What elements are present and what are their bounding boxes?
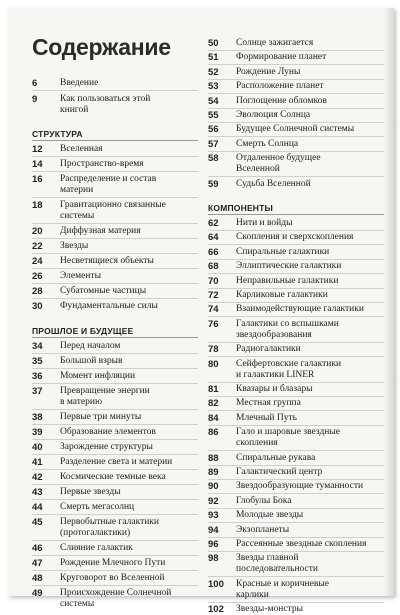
entry-divider xyxy=(32,555,198,556)
entry-divider xyxy=(208,551,384,552)
page-number: 41 xyxy=(32,457,43,468)
entry-title: Звезды главной последовательности xyxy=(236,553,318,575)
page-number: 59 xyxy=(208,178,219,190)
page-number: 6 xyxy=(32,78,38,89)
entry-title: Нити и войды xyxy=(236,218,293,228)
page-number: 62 xyxy=(208,218,219,229)
page-number: 52 xyxy=(208,66,219,78)
page-number: 57 xyxy=(208,138,219,150)
toc-entry xyxy=(208,453,384,464)
entry-title: Гравитационно связанные системы xyxy=(60,200,166,221)
toc-entry xyxy=(208,218,384,229)
page-number: 64 xyxy=(208,232,219,244)
entry-title: Элементы xyxy=(60,271,101,281)
toc-entry xyxy=(208,124,384,135)
toc-entry xyxy=(32,386,198,408)
page-number: 58 xyxy=(208,153,219,165)
entry-title: Спиральные галактики xyxy=(236,246,330,257)
toc-entry xyxy=(32,457,198,468)
page-number: 42 xyxy=(32,472,43,483)
page-number: 28 xyxy=(32,286,43,297)
toc-entry xyxy=(208,247,384,258)
entry-divider xyxy=(208,602,384,603)
toc-entry xyxy=(208,344,384,355)
toc-entry xyxy=(32,226,198,237)
toc-entry xyxy=(208,110,384,121)
page-number: 35 xyxy=(32,356,43,367)
page-title: Содержание xyxy=(32,34,171,60)
entry-divider xyxy=(32,197,198,198)
toc-entry xyxy=(32,286,198,297)
page-number: 74 xyxy=(208,304,219,316)
page-number: 53 xyxy=(208,81,219,93)
page-number: 84 xyxy=(208,412,219,424)
entry-title: Космические темные века xyxy=(60,472,166,482)
toc-entry xyxy=(32,271,198,282)
entry-title: Солнце зажигается xyxy=(236,38,314,48)
entry-divider xyxy=(208,537,384,538)
entry-divider xyxy=(32,454,198,455)
page-number: 80 xyxy=(208,358,219,370)
toc-entry xyxy=(208,481,384,492)
toc-entry xyxy=(32,78,198,89)
toc-entry xyxy=(32,159,198,170)
page-number: 81 xyxy=(208,384,219,395)
entry-divider xyxy=(208,244,384,245)
entry-divider xyxy=(208,356,384,357)
page-number: 43 xyxy=(32,487,43,498)
entry-divider xyxy=(208,450,384,451)
entry-divider xyxy=(32,283,198,284)
entry-title: Вселенная xyxy=(60,144,103,154)
entry-divider xyxy=(208,108,384,109)
entry-divider xyxy=(208,50,384,51)
toc-entry xyxy=(208,179,384,190)
toc-entry xyxy=(208,319,384,341)
entry-title: Карликовые галактики xyxy=(236,290,328,300)
entry-title: Несветящиеся объекты xyxy=(60,256,154,266)
page-number: 51 xyxy=(208,52,219,64)
entry-title: Экзопланеты xyxy=(236,524,290,535)
page-number: 102 xyxy=(208,604,224,615)
entry-title: Сейфертовские галактики и галактики LINER xyxy=(236,358,342,380)
page-number: 9 xyxy=(32,94,38,105)
section-rule xyxy=(32,337,198,338)
entry-title: Первые три минуты xyxy=(60,412,142,422)
entry-title: Слияние галактик xyxy=(60,543,133,553)
entry-divider xyxy=(32,368,198,369)
toc-entry xyxy=(208,427,384,449)
toc-entry xyxy=(208,67,384,78)
entry-title: Введение xyxy=(60,78,99,88)
page-number: 50 xyxy=(208,38,219,49)
entry-divider xyxy=(208,122,384,123)
entry-title: Спиральные рукава xyxy=(236,452,316,463)
entry-title: Фундаментальные силы xyxy=(60,301,158,311)
entry-title: Смерть Солнца xyxy=(236,138,299,149)
entry-title: Превращение энергии в материю xyxy=(60,386,150,407)
toc-entry xyxy=(208,52,384,63)
page-number: 16 xyxy=(32,174,43,185)
entry-divider xyxy=(32,585,198,586)
toc-entry xyxy=(208,525,384,536)
page-number: 18 xyxy=(32,200,43,211)
page-number: 22 xyxy=(32,241,43,252)
page-number: 44 xyxy=(32,502,43,513)
entry-divider xyxy=(208,151,384,152)
toc-entry xyxy=(32,412,198,423)
entry-divider xyxy=(32,253,198,254)
toc-entry xyxy=(32,487,198,498)
entry-divider xyxy=(32,484,198,485)
entry-divider xyxy=(32,383,198,384)
entry-title: Смерть мегасолнц xyxy=(60,502,135,512)
page-number: 76 xyxy=(208,318,219,330)
page-number: 70 xyxy=(208,275,219,287)
toc-entry xyxy=(32,517,198,539)
entry-title: Формирование планет xyxy=(236,52,327,63)
page-number: 93 xyxy=(208,510,219,522)
entry-title: Происхождение Солнечной системы xyxy=(60,588,172,609)
entry-divider xyxy=(32,238,198,239)
entry-divider xyxy=(32,499,198,500)
section-rule xyxy=(208,214,384,215)
page-number: 30 xyxy=(32,301,43,312)
page-number: 39 xyxy=(32,427,43,438)
entry-title: Молодые звезды xyxy=(236,510,304,521)
toc-entry xyxy=(32,371,198,382)
page-number: 89 xyxy=(208,467,219,478)
entry-divider xyxy=(208,302,384,303)
entry-divider xyxy=(32,540,198,541)
page-number: 38 xyxy=(32,412,43,423)
entry-title: Пространство-время xyxy=(60,159,144,169)
page-number: 78 xyxy=(208,344,219,356)
entry-title: Поглощение обломков xyxy=(236,95,327,106)
entry-title: Скопления и сверхскопления xyxy=(236,232,354,243)
entry-title: Глобулы Бока xyxy=(236,495,292,506)
toc-entry xyxy=(208,304,384,315)
entry-divider xyxy=(208,342,384,343)
toc-entry xyxy=(208,398,384,409)
entry-title: Галактики со вспышками звездообразования xyxy=(236,318,339,340)
page-number: 12 xyxy=(32,144,43,155)
entry-divider xyxy=(208,136,384,137)
toc-entry xyxy=(32,174,198,196)
entry-title: Первые звезды xyxy=(60,487,121,497)
section-rule xyxy=(32,140,198,141)
toc-entry xyxy=(208,604,384,615)
entry-divider xyxy=(208,288,384,289)
entry-title: Первобытные галактики (протогалактики) xyxy=(60,517,160,538)
page-number: 49 xyxy=(32,588,43,599)
entry-divider xyxy=(208,316,384,317)
entry-title: Звездообразующие туманности xyxy=(236,481,364,492)
section-heading: КОМПОНЕНТЫ xyxy=(208,203,274,213)
entry-title: Рождение Луны xyxy=(236,66,301,77)
toc-entry xyxy=(32,543,198,554)
entry-divider xyxy=(32,409,198,410)
entry-divider xyxy=(32,268,198,269)
toc-entry xyxy=(208,261,384,272)
section-heading: ПРОШЛОЕ И БУДУЩЕЕ xyxy=(32,326,134,336)
toc-entry xyxy=(32,256,198,267)
entry-title: Радиогалактики xyxy=(236,344,301,355)
page-number: 20 xyxy=(32,226,43,237)
entry-divider xyxy=(208,273,384,274)
page-number: 82 xyxy=(208,398,219,410)
page-number: 24 xyxy=(32,256,43,267)
toc-entry xyxy=(208,413,384,424)
entry-title: Как пользоваться этой книгой xyxy=(60,94,151,115)
entry-divider xyxy=(32,298,198,299)
entry-title: Эволюция Солнца xyxy=(236,110,311,120)
entry-title: Звезды-монстры xyxy=(236,604,303,615)
page-number: 96 xyxy=(208,539,219,550)
entry-title: Образование элементов xyxy=(60,427,156,437)
entry-title: Местная группа xyxy=(236,398,301,409)
page-number: 90 xyxy=(208,481,219,493)
entry-divider xyxy=(208,576,384,577)
entry-title: Момент инфляции xyxy=(60,371,136,381)
entry-title: Судьба Вселенной xyxy=(236,178,311,189)
entry-divider xyxy=(208,410,384,411)
entry-divider xyxy=(208,425,384,426)
page-number: 45 xyxy=(32,517,43,528)
entry-title: Отдаленное будущее Вселенной xyxy=(236,153,321,175)
toc-entry xyxy=(32,301,198,312)
entry-divider xyxy=(208,508,384,509)
page-number: 40 xyxy=(32,442,43,453)
entry-title: Распределение и состав материи xyxy=(60,174,157,195)
entry-divider xyxy=(208,479,384,480)
entry-title: Зарождение структуры xyxy=(60,442,153,452)
toc-entry xyxy=(208,510,384,521)
entry-divider xyxy=(208,493,384,494)
entry-title: Большой взрыв xyxy=(60,356,123,366)
section-heading: СТРУКТУРА xyxy=(32,129,83,139)
toc-entry xyxy=(208,290,384,301)
page-number: 94 xyxy=(208,524,219,536)
page-number: 14 xyxy=(32,159,43,170)
page-number: 26 xyxy=(32,271,43,282)
entry-title: Гало и шаровые звездные скопления xyxy=(236,427,340,449)
entry-title: Красные и коричневые карлики xyxy=(236,578,329,600)
toc-entry xyxy=(32,472,198,483)
toc-entry xyxy=(208,539,384,550)
page-number: 86 xyxy=(208,427,219,439)
entry-divider xyxy=(208,93,384,94)
toc-entry xyxy=(208,496,384,507)
entry-title: Рассеянные звездные скопления xyxy=(236,539,367,549)
entry-divider xyxy=(208,396,384,397)
toc-entry xyxy=(32,558,198,569)
toc-entry xyxy=(32,94,198,116)
entry-divider xyxy=(208,79,384,80)
toc-entry xyxy=(32,356,198,367)
entry-title: Взаимодействующие галактики xyxy=(236,304,364,315)
entry-title: Галактический центр xyxy=(236,467,323,477)
toc-entry xyxy=(208,359,384,381)
toc-entry xyxy=(32,341,198,352)
toc-entry xyxy=(208,553,384,575)
page-number: 88 xyxy=(208,452,219,464)
page-number: 56 xyxy=(208,124,219,136)
entry-title: Рождение Млечного Пути xyxy=(60,558,166,568)
entry-divider xyxy=(32,156,198,157)
toc-entry xyxy=(32,427,198,438)
entry-divider xyxy=(32,223,198,224)
entry-title: Перед началом xyxy=(60,341,121,351)
entry-title: Диффузная материя xyxy=(60,226,141,236)
toc-entry xyxy=(208,232,384,243)
entry-title: Субатомные частицы xyxy=(60,286,147,296)
entry-title: Звезды xyxy=(60,241,89,251)
entry-divider xyxy=(32,439,198,440)
entry-divider xyxy=(32,514,198,515)
entry-title: Будущее Солнечной системы xyxy=(236,124,355,135)
page-number: 92 xyxy=(208,495,219,507)
entry-title: Круговорот во Вселенной xyxy=(60,573,165,583)
toc-entry xyxy=(32,241,198,252)
entry-divider xyxy=(208,465,384,466)
page-number: 98 xyxy=(208,553,219,565)
toc-entry xyxy=(32,200,198,222)
entry-title: Квазары и блазары xyxy=(236,384,313,394)
entry-divider xyxy=(32,570,198,571)
entry-divider xyxy=(208,259,384,260)
toc-entry xyxy=(208,276,384,287)
entry-divider xyxy=(208,176,384,177)
page-number: 37 xyxy=(32,386,43,397)
page-number: 47 xyxy=(32,558,43,569)
entry-title: Расположение планет xyxy=(236,81,324,92)
toc-entry xyxy=(208,384,384,395)
page-number: 46 xyxy=(32,543,43,554)
entry-divider xyxy=(208,522,384,523)
page-number: 54 xyxy=(208,95,219,107)
page-number: 55 xyxy=(208,110,219,121)
page-number: 100 xyxy=(208,578,224,590)
entry-divider xyxy=(208,64,384,65)
entry-divider xyxy=(32,90,198,91)
page-number: 68 xyxy=(208,261,219,273)
toc-entry xyxy=(208,579,384,601)
toc-entry xyxy=(208,139,384,150)
toc-entry xyxy=(32,144,198,155)
entry-title: Неправильные галактики xyxy=(236,275,339,286)
toc-entry xyxy=(32,502,198,513)
entry-divider xyxy=(32,353,198,354)
toc-page xyxy=(8,8,394,615)
page-number: 34 xyxy=(32,341,43,352)
entry-divider xyxy=(208,382,384,383)
entry-divider xyxy=(32,469,198,470)
page-number: 72 xyxy=(208,290,219,301)
toc-entry xyxy=(32,442,198,453)
page-number: 66 xyxy=(208,246,219,258)
toc-entry xyxy=(208,96,384,107)
entry-divider xyxy=(208,230,384,231)
entry-title: Разделение света и материи xyxy=(60,457,173,467)
page-number: 48 xyxy=(32,573,43,584)
toc-entry xyxy=(208,38,384,49)
toc-entry xyxy=(32,573,198,584)
toc-entry xyxy=(32,588,198,610)
entry-title: Эллиптические галактики xyxy=(236,261,342,272)
entry-title: Млечный Путь xyxy=(236,412,297,423)
page-number: 36 xyxy=(32,371,43,382)
toc-entry xyxy=(208,81,384,92)
entry-divider xyxy=(32,424,198,425)
toc-entry xyxy=(208,467,384,478)
entry-divider xyxy=(32,171,198,172)
toc-entry xyxy=(208,153,384,175)
